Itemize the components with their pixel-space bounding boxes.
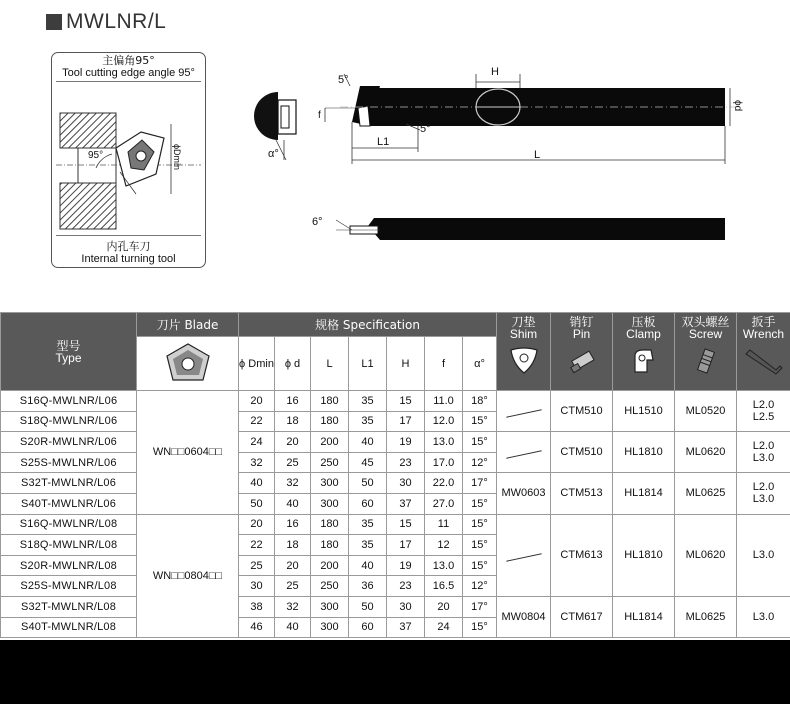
pin-header-en: Pin <box>572 327 591 341</box>
cell-l: 250 <box>311 576 349 597</box>
row-type: S32T-MWLNR/L08 <box>1 596 137 617</box>
cell-d: 25 <box>275 576 311 597</box>
cell-h: 19 <box>387 432 425 453</box>
g3-screw: ML0625 <box>675 473 737 514</box>
cell-l: 180 <box>311 514 349 535</box>
diagram-dmin-label: ϕDmin <box>172 144 182 171</box>
cell-dmin: 25 <box>239 555 275 576</box>
cell-dmin: 50 <box>239 493 275 514</box>
cell-f: 27.0 <box>425 493 463 514</box>
g5-clamp: HL1814 <box>613 596 675 637</box>
row-type: S20R-MWLNR/L06 <box>1 432 137 453</box>
dim-f-label: f <box>318 110 321 121</box>
clamp-icon <box>613 346 674 376</box>
cell-h: 37 <box>387 617 425 638</box>
cell-d: 16 <box>275 391 311 412</box>
cell-alpha: 15° <box>463 493 497 514</box>
cell-l: 300 <box>311 473 349 494</box>
g1-pin: CTM510 <box>551 391 613 432</box>
g1-wrench <box>737 391 790 432</box>
g2-wrench-b: L3.0 <box>752 452 775 465</box>
cell-h: 15 <box>387 514 425 535</box>
cell-dmin: 22 <box>239 535 275 556</box>
col-shim-header <box>497 313 551 391</box>
col-pin-header <box>551 313 613 391</box>
cell-dmin: 40 <box>239 473 275 494</box>
cell-l1: 35 <box>349 514 387 535</box>
cell-h: 37 <box>387 493 425 514</box>
cell-f: 17.0 <box>425 452 463 473</box>
g4-clamp: HL1810 <box>613 514 675 596</box>
table-row <box>1 391 790 412</box>
dim-l1-label: L1 <box>377 136 390 148</box>
cell-f: 13.0 <box>425 432 463 453</box>
g5-wrench: L3.0 <box>737 596 790 637</box>
screw-header-en: Screw <box>688 327 723 341</box>
cell-l: 180 <box>311 411 349 432</box>
cell-l1: 35 <box>349 411 387 432</box>
g1-clamp: HL1510 <box>613 391 675 432</box>
angle-5-top-label: 5° <box>338 74 349 86</box>
cutting-angle-diagram <box>51 52 206 268</box>
angle-5-bottom-label: 5° <box>420 123 431 135</box>
cell-l1: 36 <box>349 576 387 597</box>
dash-mark <box>506 451 541 459</box>
spec-col-dmin: ϕ Dmin <box>239 337 275 391</box>
g2-pin: CTM510 <box>551 432 613 473</box>
angle-6-label: 6° <box>312 216 323 228</box>
cell-dmin: 46 <box>239 617 275 638</box>
blade-insert-icon <box>163 340 213 384</box>
g3-shim: MW0603 <box>497 473 551 514</box>
cell-l: 200 <box>311 432 349 453</box>
g4-shim-none <box>497 514 551 596</box>
cell-dmin: 30 <box>239 576 275 597</box>
g3-wrench <box>737 473 790 514</box>
table-row <box>1 596 790 617</box>
pin-icon <box>551 346 612 376</box>
row-type: S18Q-MWLNR/L08 <box>1 535 137 556</box>
g1-shim-none <box>497 391 551 432</box>
clamp-header-cn: 压板 <box>631 315 656 329</box>
cell-h: 17 <box>387 411 425 432</box>
g1-wrench-b: L2.5 <box>752 411 775 424</box>
col-screw-header <box>675 313 737 391</box>
row-type: S40T-MWLNR/L06 <box>1 493 137 514</box>
g1-screw: ML0520 <box>675 391 737 432</box>
cell-l1: 35 <box>349 391 387 412</box>
cell-alpha: 17° <box>463 596 497 617</box>
cell-f: 16.5 <box>425 576 463 597</box>
wrench-header-en: Wrench <box>742 327 785 341</box>
dim-l-label: L <box>534 149 541 161</box>
page-title-bar <box>46 10 166 34</box>
wrench-header-cn: 扳手 <box>751 315 776 329</box>
g3-wrench-b: L3.0 <box>752 493 775 506</box>
cell-alpha: 18° <box>463 391 497 412</box>
cell-d: 32 <box>275 473 311 494</box>
col-clamp-header <box>613 313 675 391</box>
row-type: S20R-MWLNR/L08 <box>1 555 137 576</box>
clamp-header-en: Clamp <box>626 327 661 341</box>
cell-l: 200 <box>311 555 349 576</box>
wrench-icon <box>737 346 790 376</box>
cell-dmin: 20 <box>239 391 275 412</box>
cell-h: 23 <box>387 452 425 473</box>
cell-l: 180 <box>311 391 349 412</box>
cell-dmin: 32 <box>239 452 275 473</box>
cell-l1: 40 <box>349 432 387 453</box>
shim-icon <box>497 346 550 376</box>
cell-l1: 50 <box>349 473 387 494</box>
screw-header-cn: 双头螺丝 <box>681 315 730 329</box>
cell-h: 23 <box>387 576 425 597</box>
g1-wrench-a: L2.0 <box>752 399 775 412</box>
caption-top-cn: 主偏角95° <box>102 54 155 67</box>
spec-col-alpha: α° <box>463 337 497 391</box>
cell-l1: 35 <box>349 535 387 556</box>
cell-l1: 50 <box>349 596 387 617</box>
diagram-drawing <box>56 81 201 236</box>
cell-h: 17 <box>387 535 425 556</box>
g3-pin: CTM513 <box>551 473 613 514</box>
g4-pin: CTM613 <box>551 514 613 596</box>
row-type: S16Q-MWLNR/L06 <box>1 391 137 412</box>
cell-alpha: 15° <box>463 555 497 576</box>
angle-alpha-label: α° <box>268 148 279 160</box>
g2-wrench-a: L2.0 <box>752 440 775 453</box>
page-title: MWLNR/L <box>66 10 167 33</box>
cell-dmin: 24 <box>239 432 275 453</box>
cell-d: 18 <box>275 411 311 432</box>
spec-col-d: ϕ d <box>275 337 311 391</box>
cell-l: 300 <box>311 596 349 617</box>
cell-dmin: 38 <box>239 596 275 617</box>
cell-alpha: 12° <box>463 452 497 473</box>
dim-d-label: ϕd <box>732 100 743 112</box>
g4-screw: ML0620 <box>675 514 737 596</box>
g2-wrench <box>737 432 790 473</box>
g4-wrench: L3.0 <box>737 514 790 596</box>
g5-pin: CTM617 <box>551 596 613 637</box>
row-type: S16Q-MWLNR/L08 <box>1 514 137 535</box>
cell-alpha: 17° <box>463 473 497 494</box>
col-type-header <box>1 313 137 391</box>
cell-alpha: 15° <box>463 514 497 535</box>
caption-top-en: Tool cutting edge angle 95° <box>62 67 195 79</box>
cell-l1: 60 <box>349 493 387 514</box>
caption-bottom-en: Internal turning tool <box>81 253 176 265</box>
cell-f: 13.0 <box>425 555 463 576</box>
g5-screw: ML0625 <box>675 596 737 637</box>
col-blade-header: 刀片 Blade <box>137 313 239 337</box>
dim-h-label: H <box>491 66 499 78</box>
cell-d: 40 <box>275 617 311 638</box>
row-type: S40T-MWLNR/L08 <box>1 617 137 638</box>
cell-f: 22.0 <box>425 473 463 494</box>
row-type: S18Q-MWLNR/L06 <box>1 411 137 432</box>
cell-l1: 45 <box>349 452 387 473</box>
blade-group-08: WN□□0804□□ <box>137 514 239 638</box>
row-type: S25S-MWLNR/L08 <box>1 576 137 597</box>
table-row <box>1 514 790 535</box>
cell-d: 32 <box>275 596 311 617</box>
g2-shim-none <box>497 432 551 473</box>
cell-l: 250 <box>311 452 349 473</box>
g5-shim: MW0804 <box>497 596 551 637</box>
g2-clamp: HL1810 <box>613 432 675 473</box>
cell-d: 20 <box>275 555 311 576</box>
tool-holder-drawing <box>240 60 760 270</box>
spec-col-h: H <box>387 337 425 391</box>
dash-mark <box>506 554 541 562</box>
caption-bottom-cn: 内孔车刀 <box>106 240 151 253</box>
diagram-caption-bottom <box>52 241 205 265</box>
cell-alpha: 12° <box>463 576 497 597</box>
screw-icon <box>675 346 736 376</box>
spec-col-l: L <box>311 337 349 391</box>
cell-f: 11.0 <box>425 391 463 412</box>
cell-f: 11 <box>425 514 463 535</box>
diagram-angle-label: 95° <box>88 150 104 161</box>
col-spec-header: 规格 Specification <box>239 313 497 337</box>
blade-group-06: WN□□0604□□ <box>137 391 239 515</box>
g3-wrench-a: L2.0 <box>752 481 775 494</box>
cell-d: 18 <box>275 535 311 556</box>
title-square-icon <box>46 14 62 30</box>
cell-f: 12 <box>425 535 463 556</box>
cell-d: 40 <box>275 493 311 514</box>
cell-l: 300 <box>311 617 349 638</box>
cell-f: 20 <box>425 596 463 617</box>
cell-f: 12.0 <box>425 411 463 432</box>
blade-image-cell <box>137 337 239 391</box>
cell-h: 19 <box>387 555 425 576</box>
tool-holder-svg <box>240 60 760 270</box>
cell-alpha: 15° <box>463 617 497 638</box>
cell-alpha: 15° <box>463 411 497 432</box>
row-type: S25S-MWLNR/L06 <box>1 452 137 473</box>
type-header-cn: 型号 <box>56 338 81 353</box>
row-type: S32T-MWLNR/L06 <box>1 473 137 494</box>
cell-d: 25 <box>275 452 311 473</box>
type-header-en: Type <box>55 350 82 365</box>
spec-col-f: f <box>425 337 463 391</box>
cell-alpha: 15° <box>463 432 497 453</box>
col-wrench-header <box>737 313 790 391</box>
table-row <box>1 432 790 453</box>
cell-h: 30 <box>387 473 425 494</box>
cell-alpha: 15° <box>463 535 497 556</box>
pin-header-cn: 销钉 <box>569 315 594 329</box>
cell-l: 180 <box>311 535 349 556</box>
cell-f: 24 <box>425 617 463 638</box>
diagram-caption-top <box>52 55 205 79</box>
shim-header-cn: 刀垫 <box>511 315 536 329</box>
g3-clamp: HL1814 <box>613 473 675 514</box>
cell-dmin: 20 <box>239 514 275 535</box>
spec-col-l1: L1 <box>349 337 387 391</box>
spec-table <box>0 312 790 638</box>
table-row <box>1 473 790 494</box>
shim-header-en: Shim <box>509 327 538 341</box>
cell-l1: 40 <box>349 555 387 576</box>
cell-d: 16 <box>275 514 311 535</box>
cell-l1: 60 <box>349 617 387 638</box>
dash-mark <box>506 409 541 417</box>
cell-h: 15 <box>387 391 425 412</box>
cell-h: 30 <box>387 596 425 617</box>
g2-screw: ML0620 <box>675 432 737 473</box>
cell-l: 300 <box>311 493 349 514</box>
cell-d: 20 <box>275 432 311 453</box>
cell-dmin: 22 <box>239 411 275 432</box>
bottom-black-band <box>0 640 790 704</box>
